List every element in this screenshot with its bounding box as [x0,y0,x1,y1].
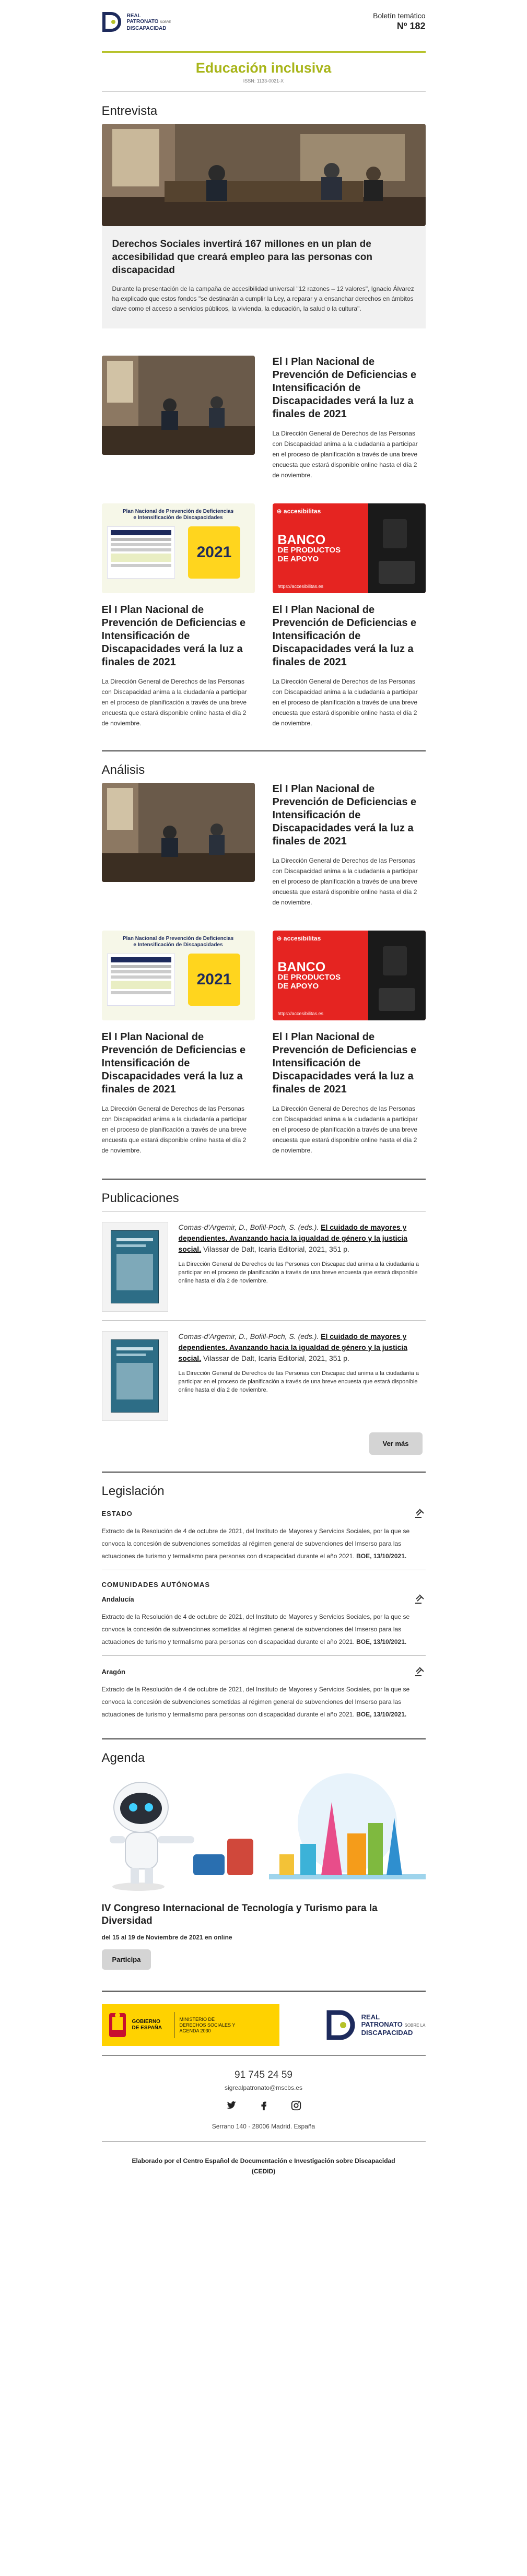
logo-d-icon [326,2009,357,2041]
banner-acc-line3: DE APOYO [277,982,319,991]
article-card [102,503,255,728]
article-title[interactable]: El I Plan Nacional de Prevención de Deficiencias e Intensificación de Discapacidades verá la luz a finales de 2021 [272,604,417,668]
footer-credit: Elaborado por el Centro Español de Documentación e Investigación sobre Discapacidad (CEDID) [132,2157,395,2175]
publication-text [168,1222,426,1312]
article-body: La Dirección General de Derechos de las Personas con Discapacidad anima a la ciudadanía a participar en el proceso de planificación a través de una breve encuesta que estará disponible online hasta el día 2 de noviembre. [101,1105,247,1154]
logo-text [127,13,171,31]
publication-reference [179,1331,426,1364]
boletin-label: Boletín temático [373,11,426,20]
publication-item [102,1211,426,1320]
banner-plan-year: 2021 [188,526,240,579]
interview-photo[interactable] [102,124,426,226]
plan-nacional-banner[interactable] [102,503,255,593]
publication-imprint: Vilassar de Dalt, Icaria Editorial, 2021, 351 p. [203,1354,349,1362]
comunidades-label: COMUNIDADES AUTÓNOMAS [101,1581,210,1589]
logo-line1: REAL [126,13,141,19]
event-date: del 15 al 19 de Noviembre de 2021 en online [101,1934,232,1941]
footer-logo-line3: DISCAPACIDAD [361,2029,413,2037]
boletin-number: Nº 182 [396,21,426,31]
interview-summary: Durante la presentación de la campaña de accesibilidad universal "12 razones – 12 valores", Ignacio Álvarez ha explicado que estos fondos "se destinarán a cumplir la Ley, a reparar y a ensanchar derechos en ámbitos clave como el acceso a servicios públicos, la vivienda, la educación, la salud o la cultura". [112,285,414,312]
accesibilitas-brand: accesibilitas [283,508,321,515]
real-patronato-logo[interactable] [102,11,171,32]
footer-logo-line2b: SOBRE LA [404,2023,426,2028]
title-block [102,53,426,84]
content-column [102,0,426,2177]
interview-card [102,226,426,328]
footer-logos [102,1992,426,2055]
instagram-icon[interactable] [290,2100,302,2111]
banner-acc-line3: DE APOYO [277,555,319,563]
page-title: Educación inclusiva [195,60,332,76]
gavel-icon [413,1593,426,1605]
section-heading-agenda: Agenda [101,1751,145,1765]
article-title[interactable]: El I Plan Nacional de Prevención de Deficiencias e Intensificación de Discapacidades verá la luz a finales de 2021 [272,783,417,847]
article-row [102,783,426,908]
twitter-icon[interactable] [226,2100,237,2111]
issn: ISSN: 1133-0021-X [243,78,284,84]
publication-imprint: Vilassar de Dalt, Icaria Editorial, 2021, 351 p. [203,1245,349,1253]
article-title[interactable]: El I Plan Nacional de Prevención de Deficiencias e Intensificación de Discapacidades verá la luz a finales de 2021 [101,1031,246,1095]
banner-acc-line1: BANCO [277,960,326,974]
footer-phone[interactable]: 91 745 24 59 [235,2069,292,2080]
banner-acc-line2: DE PRODUCTOS [277,546,341,555]
article-row [102,356,426,480]
legislation-boe: BOE, 13/10/2021. [356,1638,407,1645]
publication-item [102,1321,426,1429]
footer-address: Serrano 140 · 28006 Madrid. España [212,2123,315,2130]
legislation-text: Extracto de la Resolución de 4 de octubre de 2021, del Instituto de Mayores y Servicios Sociales, por la que se convoca la concesión de subvenciones sometidas al régimen general de subvenciones del Imserso para las actuaciones de turismo y termalismo para personas con discapacidad durante el año 2021. [101,1527,410,1560]
boletin-info [373,11,425,32]
publication-title-link[interactable]: El cuidado de mayores y dependientes. Avanzando hacia la igualdad de género y la justicia social. [178,1223,408,1253]
aragon-label: Aragón [101,1667,125,1676]
accesibilitas-url: https://accesibilitas.es [277,584,324,589]
legislation-entry[interactable] [102,1605,426,1655]
interview-headline[interactable]: Derechos Sociales invertirá 167 millones en un plan de accesibilidad que creará empleo para las personas con discapacidad [112,239,372,276]
banner-acc-line1: BANCO [277,533,326,547]
logo-line2: PATRONATO [126,18,159,25]
event-title[interactable]: IV Congreso Internacional de Tecnología y Turismo para la Diversidad [101,1903,378,1926]
article-body: La Dirección General de Derechos de las Personas con Discapacidad anima a la ciudadanía a participar en el proceso de planificación a través de una breve encuesta que estará disponible online hasta el día 2 de noviembre. [272,430,418,479]
plan-nacional-banner[interactable] [102,931,255,1020]
article-title[interactable]: El I Plan Nacional de Prevención de Deficiencias e Intensificación de Discapacidades verá la luz a finales de 2021 [101,604,246,668]
logo-line2b: SOBRE [160,20,171,24]
section-heading-publicaciones: Publicaciones [101,1191,179,1205]
article-body: La Dirección General de Derechos de las Personas con Discapacidad anima a la ciudadanía a participar en el proceso de planificación a través de una breve encuesta que estará disponible online hasta el día 2 de noviembre. [272,678,418,727]
gavel-icon [413,1665,426,1678]
section-heading-entrevista: Entrevista [101,104,158,118]
banner-plan-year: 2021 [188,954,240,1006]
article-card [102,931,255,1156]
banner-plan-title1: Plan Nacional de Prevención de Deficiencias [122,509,234,514]
legislation-header [102,1656,426,1678]
banner-acc-line2: DE PRODUCTOS [277,973,341,982]
footer-logo-line2: PATRONATO [361,2020,403,2028]
article-photo[interactable] [102,783,255,882]
article-body: La Dirección General de Derechos de las Personas con Discapacidad anima a la ciudadanía a participar en el proceso de planificación a través de una breve encuesta que estará disponible online hasta el día 2 de noviembre. [272,1105,418,1154]
real-patronato-footer-logo[interactable] [326,2009,426,2041]
agenda-illustration[interactable] [102,1771,426,1892]
publication-description: La Dirección General de Derechos de las Personas con Discapacidad anima a la ciudadanía a participar en el proceso de planificación a través de una breve encuesta que estará disponible online hasta el día 2 de noviembre. [178,1370,419,1393]
footer-email[interactable]: sigrealpatronato@mscbs.es [225,2084,302,2091]
article-row [102,503,426,728]
accesibilitas-banner[interactable]: ⊕ accesibilitas BANCO DE PRODUCTOS DE APOYO https://accesibilitas.es [273,503,426,593]
banner-plan-title2: e Intensificación de Discapacidades [133,515,223,521]
publication-reference [179,1222,426,1255]
legislation-text: Extracto de la Resolución de 4 de octubre de 2021, del Instituto de Mayores y Servicios Sociales, por la que se convoca la concesión de subvenciones sometidas al régimen general de subvenciones del Imserso para las actuaciones de turismo y termalismo para personas con discapacidad durante el año 2021. [101,1686,410,1718]
publication-authors: Comas-d'Argemir, D., Bofill-Poch, S. (eds.). [178,1332,319,1340]
accesibilitas-banner[interactable]: ⊕ accesibilitas BANCO DE PRODUCTOS DE APOYO https://accesibilitas.es [273,931,426,1020]
logo-line3: DISCAPACIDAD [126,25,167,31]
section-heading-analisis: Análisis [101,763,145,777]
ministerio-text: MINISTERIO DE DERECHOS SOCIALES Y AGENDA 2030 [179,2016,236,2033]
article-text [273,356,426,480]
publication-authors: Comas-d'Argemir, D., Bofill-Poch, S. (eds.). [178,1223,319,1231]
publication-title-link[interactable]: El cuidado de mayores y dependientes. Avanzando hacia la igualdad de género y la justicia social. [178,1332,408,1362]
meeting-photo-image [102,356,255,455]
article-text [273,783,426,908]
legislation-boe: BOE, 13/10/2021. [356,1552,407,1560]
meeting-photo-image [102,124,426,226]
article-photo[interactable] [102,356,255,455]
divider [102,2055,426,2056]
accesibilitas-url: https://accesibilitas.es [277,1011,324,1016]
gobierno-text: GOBIERNO DE ESPAÑA [132,2019,162,2031]
legislation-text: Extracto de la Resolución de 4 de octubre de 2021, del Instituto de Mayores y Servicios Sociales, por la que se convoca la concesión de subvenciones sometidas al régimen general de subvenciones del Imserso para las actuaciones de turismo y termalismo para personas con discapacidad durante el año 2021. [101,1613,410,1645]
section-heading-legislacion: Legislación [101,1484,165,1498]
banner-plan-title1: Plan Nacional de Prevención de Deficiencias [122,936,234,942]
article-body: La Dirección General de Derechos de las Personas con Discapacidad anima a la ciudadanía a participar en el proceso de planificación a través de una breve encuesta que estará disponible online hasta el día 2 de noviembre. [101,678,247,727]
article-body: La Dirección General de Derechos de las Personas con Discapacidad anima a la ciudadanía a participar en el proceso de planificación a través de una breve encuesta que estará disponible online hasta el día 2 de noviembre. [272,857,418,906]
logo-d-icon [102,11,123,32]
article-card [273,503,426,728]
gavel-icon [413,1507,426,1520]
gobierno-logo[interactable] [102,2004,279,2046]
article-card [273,931,426,1156]
article-title[interactable]: El I Plan Nacional de Prevención de Deficiencias e Intensificación de Discapacidades verá la luz a finales de 2021 [272,356,417,420]
legislation-entry[interactable] [102,1520,426,1570]
meeting-photo-image [102,783,255,882]
publication-description: La Dirección General de Derechos de las Personas con Discapacidad anima a la ciudadanía a participar en el proceso de planificación a través de una breve encuesta que estará disponible online hasta el día 2 de noviembre. [178,1261,419,1284]
andalucia-label: Andalucía [101,1595,134,1603]
accesibilitas-brand: accesibilitas [283,935,321,942]
robot-tourism-illustration [102,1771,426,1892]
participa-button[interactable]: Participa [102,1949,151,1970]
spain-coat-of-arms-icon [107,2011,128,2039]
legislation-entry[interactable] [102,1678,426,1728]
book-cover[interactable] [102,1331,168,1421]
publication-text [168,1331,426,1421]
header [102,0,426,51]
article-title[interactable]: El I Plan Nacional de Prevención de Deficiencias e Intensificación de Discapacidades verá la luz a finales de 2021 [272,1031,417,1095]
article-row [102,931,426,1156]
legislation-boe: BOE, 13/10/2021. [356,1711,407,1718]
facebook-icon[interactable] [258,2100,270,2111]
social-links [102,2100,426,2111]
legislation-header [102,1504,426,1520]
footer-logo-line1: REAL [361,2013,380,2021]
banner-plan-title2: e Intensificación de Discapacidades [133,942,223,948]
book-cover[interactable] [102,1222,168,1312]
ver-mas-button[interactable]: Ver más [369,1432,423,1455]
estado-label: ESTADO [101,1509,133,1518]
legislation-header [102,1593,426,1605]
